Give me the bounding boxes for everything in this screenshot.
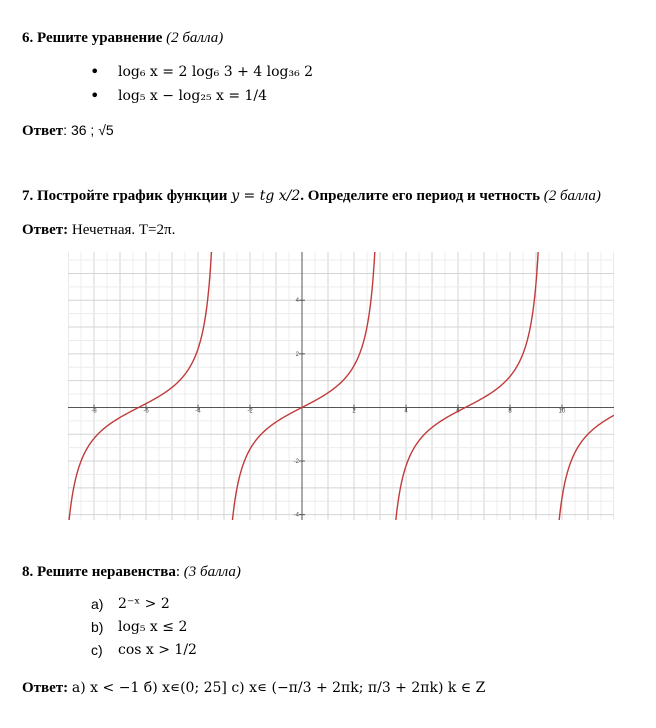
y-tick-label: -4 [293, 512, 299, 519]
q8-item-a [91, 594, 197, 617]
q8-points: (3 балла) [183, 564, 241, 580]
q7-title-suffix: . Определите его период и четность [300, 188, 541, 204]
q8-title-tail: : [175, 564, 181, 580]
x-tick-label: -4 [195, 408, 201, 415]
x-tick-label: 8 [508, 408, 512, 415]
x-tick-label: -2 [247, 408, 253, 415]
q8-inequality-list [91, 594, 197, 663]
y-tick-label: -2 [293, 459, 299, 466]
curve-branch [69, 252, 212, 520]
q8-marker-a: a) [91, 596, 104, 612]
q6-title: 6. Решите уравнение [22, 30, 163, 46]
q8-inequality-a: 2⁻ˣ > 2 [118, 596, 170, 612]
q6-equation-list [118, 62, 313, 110]
tangent-graph [68, 252, 614, 520]
y-tick-label: 4 [295, 298, 299, 305]
q8-inequality-b: log₅ x ≤ 2 [118, 619, 188, 635]
x-tick-label: 6 [456, 408, 460, 415]
q8-title: 8. Решите неравенства [22, 564, 176, 580]
x-tick-label: 2 [352, 408, 356, 415]
q6-answer-value: : 36 ; √5 [63, 122, 114, 138]
q8-inequality-c: cos x > 1/2 [118, 642, 197, 658]
q8-answer-value: а) x < −1 б) x∊(0; 25] c) x∊ (−π/3 + 2πk; π/3 + 2πk) k ∈ Z [71, 680, 486, 696]
x-tick-label: 10 [558, 408, 566, 415]
curve-branch [558, 415, 614, 520]
q6-equation-2: • log₅ x − log₂₅ x = 1/4 [118, 86, 313, 110]
q8-marker-b: b) [91, 619, 104, 635]
q7-heading [22, 188, 601, 205]
q8-item-c [91, 640, 197, 663]
q8-marker-c: c) [91, 642, 103, 658]
q8-answer [22, 680, 485, 697]
q7-answer [22, 222, 175, 239]
q8-answer-label: Ответ: [22, 680, 69, 696]
q7-title-prefix: 7. Постройте график функции [22, 188, 228, 204]
curve-branch [395, 252, 538, 520]
y-tick-label: 2 [295, 351, 299, 358]
q8-heading [22, 564, 241, 581]
q6-heading [22, 30, 223, 47]
q6-points: (2 балла) [166, 30, 224, 46]
q7-answer-label: Ответ: [22, 222, 69, 238]
q7-formula: y = tg x/2 [231, 188, 301, 204]
q6-equation-1: • log₆ x = 2 log₆ 3 + 4 log₃₆ 2 [118, 62, 313, 86]
q7-answer-value: Нечетная. T=2π. [71, 222, 176, 238]
q6-answer-label: Ответ [22, 123, 64, 139]
q6-answer [22, 122, 114, 140]
q8-item-b [91, 617, 197, 640]
q7-points: (2 балла) [543, 188, 601, 204]
x-tick-label: 4 [404, 408, 408, 415]
x-tick-label: -8 [91, 408, 97, 415]
x-tick-label: -6 [143, 408, 149, 415]
